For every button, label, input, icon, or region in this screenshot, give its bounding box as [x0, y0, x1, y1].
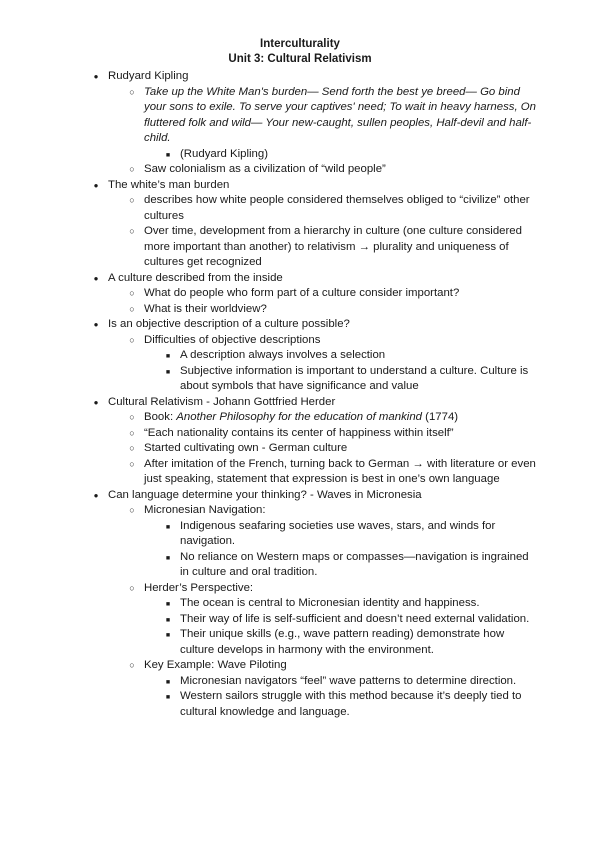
document-subtitle: Unit 3: Cultural Relativism	[228, 53, 372, 65]
item-text: Saw colonialism as a civilization of “wild people”	[144, 163, 386, 175]
square-bullet-icon	[162, 519, 174, 536]
book-year: (1774)	[422, 411, 459, 423]
item-text: Key Example: Wave Piloting	[144, 659, 287, 671]
item-label: Cultural Relativism - Johann Gottfried Herder	[108, 395, 336, 408]
item-text: Micronesian navigators “feel” wave patterns to determine direction.	[180, 674, 517, 687]
square-bullet-icon	[162, 596, 174, 613]
circle-bullet-icon	[126, 581, 138, 597]
list-item-book	[126, 410, 540, 426]
item-text: Started cultivating own - German culture	[144, 442, 348, 454]
item-label: The white’s man burden	[108, 178, 230, 191]
square-bullet-icon	[162, 674, 174, 691]
circle-bullet-icon	[126, 333, 138, 349]
list-item-perspective	[126, 581, 540, 659]
list-item-herder	[90, 395, 540, 488]
square-bullet-icon	[162, 364, 174, 381]
circle-bullet-icon	[126, 85, 138, 101]
item-text: Their unique skills (e.g., wave pattern reading) demonstrate how culture develops in harmony with the environment.	[180, 628, 505, 656]
disc-bullet-icon	[90, 271, 102, 287]
disc-bullet-icon	[90, 395, 102, 411]
list-item	[126, 441, 540, 457]
disc-bullet-icon	[90, 69, 102, 85]
list-item	[162, 627, 540, 658]
item-text: Micronesian Navigation:	[144, 504, 266, 516]
list-item	[162, 596, 540, 612]
circle-bullet-icon	[126, 441, 138, 457]
item-text: Herder’s Perspective:	[144, 581, 254, 594]
disc-bullet-icon	[90, 488, 102, 504]
square-bullet-icon	[162, 147, 174, 164]
list-item-objective	[90, 317, 540, 395]
item-text: What do people who form part of a culture consider important?	[144, 287, 460, 299]
list-item	[162, 519, 540, 550]
list-item	[162, 612, 540, 628]
list-item-navigation	[126, 503, 540, 581]
list-item-attribution	[162, 147, 540, 163]
square-bullet-icon	[162, 348, 174, 365]
item-text: After imitation of the French, turning back to German → with literature or even just speaking, statement that expression is best in one’s own language	[144, 457, 536, 485]
square-bullet-icon	[162, 550, 174, 567]
list-item-inside	[90, 271, 540, 318]
list-item	[126, 193, 540, 224]
circle-bullet-icon	[126, 224, 138, 240]
square-bullet-icon	[162, 627, 174, 644]
item-label: A culture described from the inside	[108, 271, 283, 284]
circle-bullet-icon	[126, 286, 138, 302]
disc-bullet-icon	[90, 178, 102, 194]
disc-bullet-icon	[90, 317, 102, 333]
circle-bullet-icon	[126, 658, 138, 674]
list-item	[126, 333, 540, 395]
circle-bullet-icon	[126, 457, 138, 473]
square-bullet-icon	[162, 612, 174, 629]
book-prefix: Book:	[144, 411, 177, 423]
circle-bullet-icon	[126, 503, 138, 519]
item-text: “Each nationality contains its center of happiness within itself”	[144, 426, 454, 439]
list-item	[126, 224, 540, 271]
list-item	[126, 302, 540, 318]
item-label: Rudyard Kipling	[108, 70, 189, 82]
list-item-burden	[90, 178, 540, 271]
item-text: Subjective information is important to understand a culture. Culture is about symbols that have significance and value	[180, 364, 529, 392]
item-text: The ocean is central to Micronesian identity and happiness.	[180, 597, 480, 609]
item-text: No reliance on Western maps or compasses—navigation is ingrained in culture and oral tradition.	[180, 550, 529, 578]
circle-bullet-icon	[126, 426, 138, 442]
list-item-quote	[126, 85, 540, 163]
list-item	[126, 457, 540, 488]
circle-bullet-icon	[126, 410, 138, 426]
list-item	[162, 674, 540, 690]
document-title: Interculturality	[260, 38, 340, 50]
circle-bullet-icon	[126, 193, 138, 209]
outline-list	[90, 69, 540, 720]
item-text: A description always involves a selection	[180, 349, 386, 361]
item-text: Difficulties of objective descriptions	[144, 333, 321, 346]
list-item-colonialism	[126, 162, 540, 178]
quote-attribution: (Rudyard Kipling)	[180, 147, 268, 160]
item-label: Is an objective description of a culture possible?	[108, 318, 350, 330]
list-item-kipling	[90, 69, 540, 178]
circle-bullet-icon	[126, 302, 138, 318]
item-text: Western sailors struggle with this method because it’s deeply tied to cultural knowledge and language.	[180, 690, 522, 718]
item-text: Indigenous seafaring societies use waves, stars, and winds for navigation.	[180, 519, 496, 547]
list-item	[126, 286, 540, 302]
list-item-language	[90, 488, 540, 721]
item-text: describes how white people considered themselves obliged to “civilize” other cultures	[144, 194, 530, 222]
list-item	[162, 689, 540, 720]
list-item	[162, 550, 540, 581]
square-bullet-icon	[162, 689, 174, 706]
item-text: Over time, development from a hierarchy in culture (one culture considered more important than another) to relativism → plurality and uniqueness of cultures get recognized	[144, 225, 522, 268]
list-item	[162, 364, 540, 395]
book-title: Another Philosophy for the education of mankind	[176, 411, 422, 423]
item-text: What is their worldview?	[144, 302, 267, 315]
item-label: Can language determine your thinking? - Waves in Micronesia	[108, 488, 422, 501]
list-item-example	[126, 658, 540, 720]
list-item	[126, 426, 540, 442]
circle-bullet-icon	[126, 162, 138, 178]
list-item	[162, 348, 540, 364]
kipling-quote: Take up the White Man's burden— Send forth the best ye breed— Go bind your sons to exile. To serve your captives' need; To wait in heavy harness, On fluttered folk and wild— Your new-caught, sullen peoples, Half-devil and half-child.	[144, 85, 536, 144]
item-text: Their way of life is self-sufficient and doesn’t need external validation.	[180, 612, 530, 625]
